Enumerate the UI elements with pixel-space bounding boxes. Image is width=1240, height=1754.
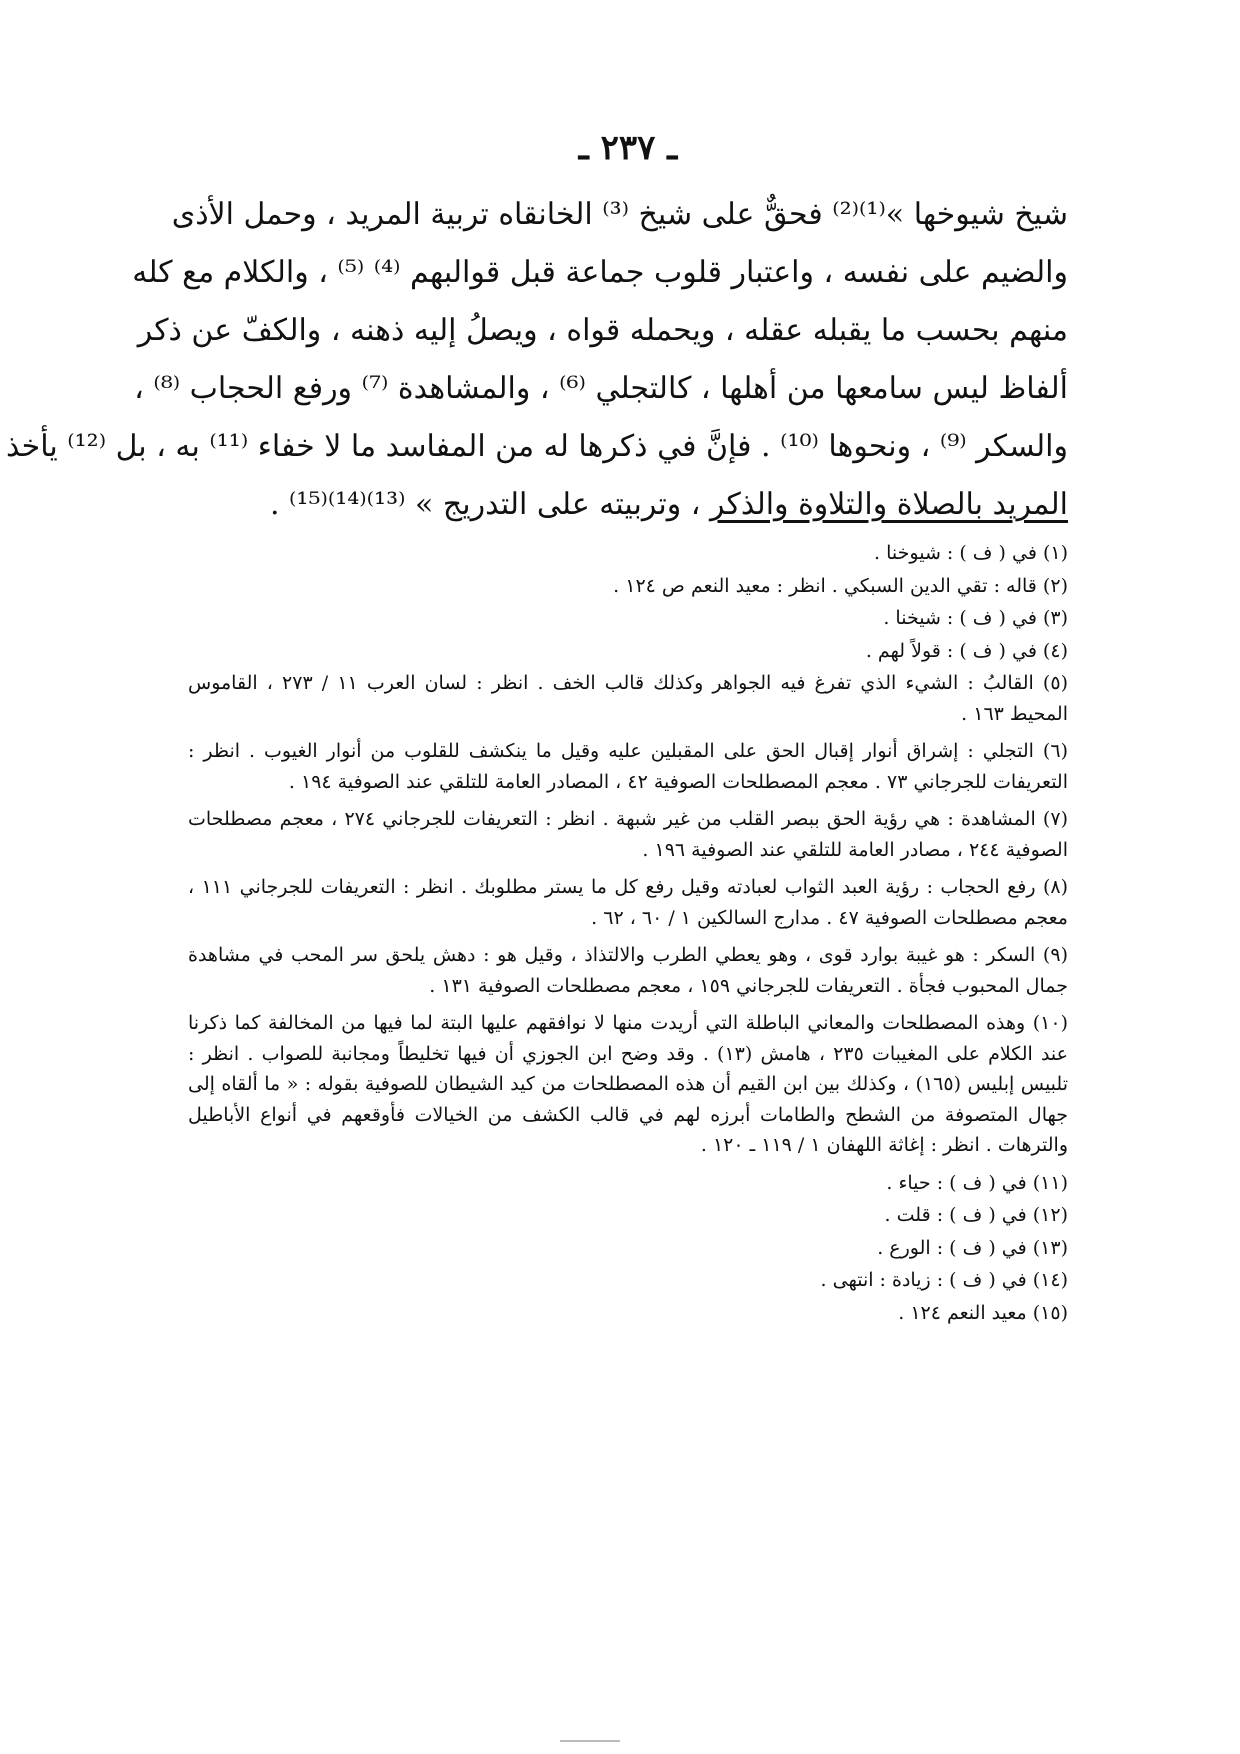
footnote: (١٥) معيد النعم ١٢٤ . bbox=[898, 1301, 1068, 1324]
footnote: (٤) في ( ف ) : قولاً لهم . bbox=[865, 639, 1068, 662]
page-number: ـ ٢٣٧ ـ bbox=[578, 128, 678, 168]
footnote: (١٢) في ( ف ) : قلت . bbox=[884, 1204, 1068, 1226]
main-text-line: والسكر ⁽⁹⁾ ، ونحوها ⁽¹⁰⁾ . فإنَّ في ذكرها له من المفاسد ما لا خفاء ⁽¹¹⁾ به ، بل ⁽¹²⁾ يأخذ bbox=[5, 429, 1068, 464]
bottom-scan-mark bbox=[560, 1740, 620, 1742]
main-text-line: ألفاظ ليس سامعها من أهلها ، كالتجلي ⁽⁶⁾ ، والمشاهدة ⁽⁷⁾ ورفع الحجاب ⁽⁸⁾ ، bbox=[134, 371, 1068, 406]
footnotes bbox=[188, 538, 1068, 1328]
footnote: (٢) قاله : تقي الدين السبكي . انظر : معيد النعم ص ١٢٤ . bbox=[613, 574, 1068, 597]
footnote: (١١) في ( ف ) : حياء . bbox=[886, 1171, 1068, 1194]
footnote: (١) في ( ف ) : شيوخنا . bbox=[874, 542, 1068, 564]
footnote: (٦) التجلي : إشراق أنوار إقبال الحق على المقبلين عليه وقيل ما ينكشف للقلوب من أنوار الغيوب . انظر : التعريفات للجرجاني ٧٣ . معجم المصطلحات الصوفية ٤٢ ، المصادر العامة للتلقي عند الصوفية ١٩٤ . bbox=[188, 740, 1068, 793]
main-text-line: والضيم على نفسه ، واعتبار قلوب جماعة قبل قوالبهم ⁽⁴⁾ ⁽⁵⁾ ، والكلام مع كله bbox=[132, 255, 1068, 290]
main-text-line: شيخ شيوخها »⁽¹⁾⁽²⁾ فحقٌّ على شيخ ⁽³⁾ الخانقاه تربية المريد ، وحمل الأذى bbox=[171, 197, 1068, 232]
footnote: (٣) في ( ف ) : شيخنا . bbox=[883, 607, 1068, 629]
footnote: (١٤) في ( ف ) : زيادة : انتهى . bbox=[820, 1269, 1068, 1291]
main-text-line-end: ، وتربيته على التدريج » ⁽¹³⁾⁽¹⁴⁾⁽¹⁵⁾ . bbox=[269, 487, 710, 522]
underlined-phrase: المريد بالصلاة والتلاوة والذكر bbox=[709, 487, 1068, 522]
footnote: (٨) رفع الحجاب : رؤية العبد الثواب لعبادته وقيل رفع كل ما يستر مطلوبك . انظر : التعريفات للجرجاني ١١١ ، معجم مصطلحات الصوفية ٤٧ . مدارج السالكين ١ / ٦٠ ، ٦٢ . bbox=[188, 876, 1068, 929]
main-text-line-last bbox=[188, 476, 1068, 534]
main-text bbox=[5, 186, 1068, 534]
footnote: (٥) القالبُ : الشيء الذي تفرغ فيه الجواهر وكذلك قالب الخف . انظر : لسان العرب ١١ / ٢٧٣ ، القاموس المحيط ١٦٣ . bbox=[188, 672, 1068, 725]
main-text-line: منهم بحسب ما يقبله عقله ، ويحمله قواه ، ويصلُ إليه ذهنه ، والكفّ عن ذكر bbox=[137, 313, 1068, 348]
footnote: (٩) السكر : هو غيبة بوارد قوى ، وهو يعطي الطرب والالتذاذ ، وقيل هو : دهش يلحق سر المحب في مشاهدة جمال المحبوب فجأة . التعريفات للجرجاني ١٥٩ ، معجم مصطلحات الصوفية ١٣١ . bbox=[188, 944, 1068, 997]
document-page bbox=[5, 118, 1068, 1330]
footnote: (٧) المشاهدة : هي رؤية الحق ببصر القلب من غير شبهة . انظر : التعريفات للجرجاني ٢٧٤ ، معجم مصطلحات الصوفية ٢٤٤ ، مصادر العامة للتلقي عند الصوفية ١٩٦ . bbox=[188, 808, 1068, 861]
footnote: (١٣) في ( ف ) : الورع . bbox=[877, 1236, 1068, 1259]
footnote: (١٠) وهذه المصطلحات والمعاني الباطلة التي أريدت منها لا نوافقهم عليها البتة لما فيها من المخالفة كما ذكرنا عند الكلام على المغيبات ٢٣٥ ، هامش (١٣) . وقد وضح ابن الجوزي أن فيها تخليطاً ومجانبة للصواب . انظر : تلبيس إبليس (١٦٥) ، وكذلك بين ابن القيم أن هذه المصطلحات من كيد الشيطان للصوفية بقوله : « ما ألقاه إلى جهال المتصوفة من الشطح والطامات أبرزه لهم في قالب الكشف من الخيالات فأوقعهم في أنواع الأباطيل والترهات . انظر : إغاثة اللهفان ١ / ١١٩ ـ ١٢٠ . bbox=[188, 1012, 1068, 1156]
